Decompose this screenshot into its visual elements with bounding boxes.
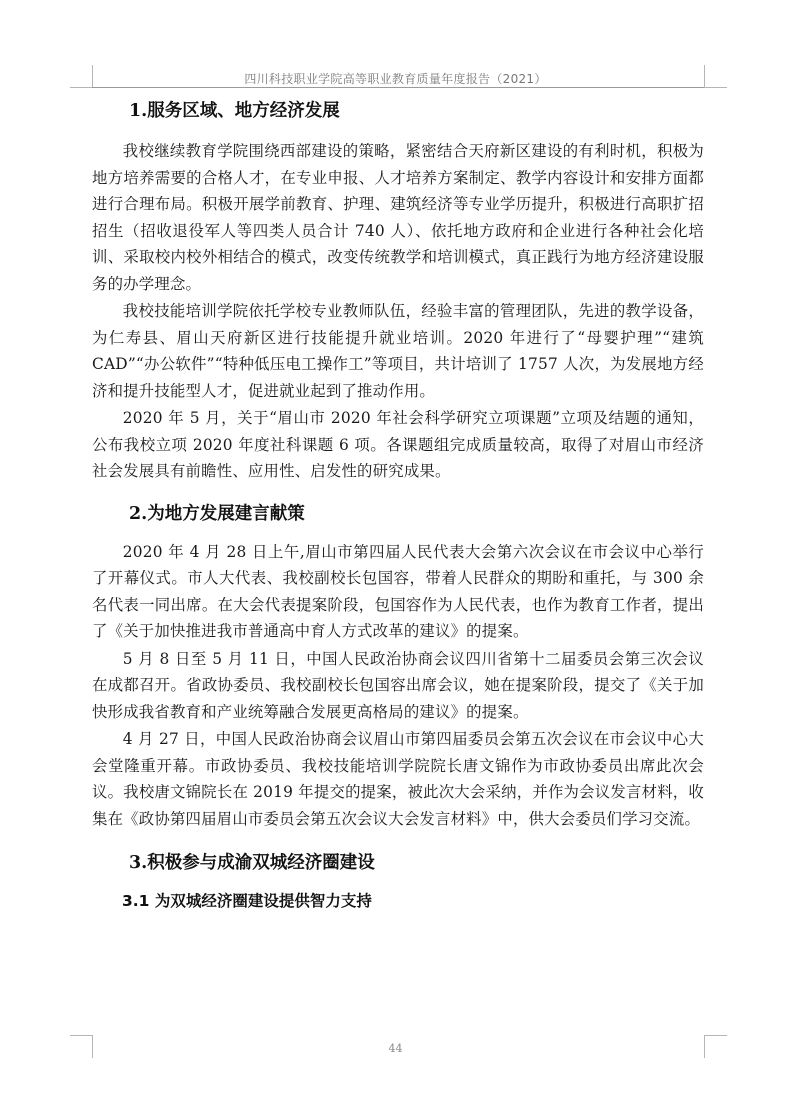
- section-1-paragraph-1: 我校继续教育学院围绕西部建设的策略，紧密结合天府新区建设的有利时机，积极为地方培养需要的合格人才，在专业申报、人才培养方案制定、教学内容设计和安排方面都进行合理布局。积极开展学前教育、护理、建筑经济等专业学历提升，积极进行高职扩招招生（招收退役军人等四类人员合计 740 人）、依托地方政府和企业进行各种社会化培训、采取校内校外相结合的模式，改变传统教学和培训模式，真正践行为地方经济建设服务的办学理念。: [92, 142, 704, 293]
- header-rule: [92, 87, 704, 88]
- section-3-heading: 3.积极参与成渝双城经济圈建设: [129, 853, 375, 873]
- section-1-paragraph-2: 我校技能培训学院依托学校专业教师队伍，经验丰富的管理团队，先进的教学设备，为仁寿县、眉山天府新区进行技能提升就业培训。2020 年进行了“母婴护理”“建筑 CAD”“办公软件”“特种低压电工操作工”等项目，共计培训了 1757 人次，为发展地方经济和提升技能型人才，促进就业起到了推动作用。: [92, 302, 704, 400]
- section-1-heading: 1.服务区域、地方经济发展: [129, 101, 340, 121]
- section-2-heading: 2.为地方发展建言献策: [129, 503, 305, 524]
- section-2-paragraph-1: 2020 年 4 月 28 日上午,眉山市第四届人民代表大会第六次会议在市会议中心举行了开幕仪式。市人大代表、我校副校长包国容，带着人民群众的期盼和重托，与 300 余名代表一同出席。在大会代表提案阶段，包国容作为人民代表，也作为教育工作者，提出了《关于加快推进我市普通高中育人方式改革的建议》的提案。: [92, 542, 704, 640]
- section-1-paragraph-3: 2020 年 5 月，关于“眉山市 2020 年社会科学研究立项课题”立项及结题的通知，公布我校立项 2020 年度社科课题 6 项。各课题组完成质量较高，取得了对眉山市经济社会发展具有前瞻性、应用性、启发性的研究成果。: [92, 409, 704, 480]
- running-header: 四川科技职业学院高等职业教育质量年度报告（2021）: [244, 72, 547, 86]
- page-content: [92, 96, 704, 916]
- section-2-paragraph-2: 5 月 8 日至 5 月 11 日，中国人民政治协商会议四川省第十二届委员会第三次会议在成都召开。省政协委员、我校副校长包国容出席会议，她在提案阶段，提交了《关于加快形成我省教育和产业统筹融合发展更高格局的建议》的提案。: [92, 649, 704, 721]
- section-2-paragraph-3: 4 月 27 日，中国人民政治协商会议眉山市第四届委员会第五次会议在市会议中心大会堂隆重开幕。市政协委员、我校技能培训学院院长唐文锦作为市政协委员出席此次会议。我校唐文锦院长在 2019 年提交的提案，被此次大会采纳，并作为会议发言材料，收集在《政协第四届眉山市委员会第五次会议大会发言材料》中，供大会委员们学习交流。: [92, 730, 704, 828]
- section-3-1-heading: 3.1 为双城经济圈建设提供智力支持: [122, 892, 372, 910]
- page-number: 44: [388, 1042, 403, 1055]
